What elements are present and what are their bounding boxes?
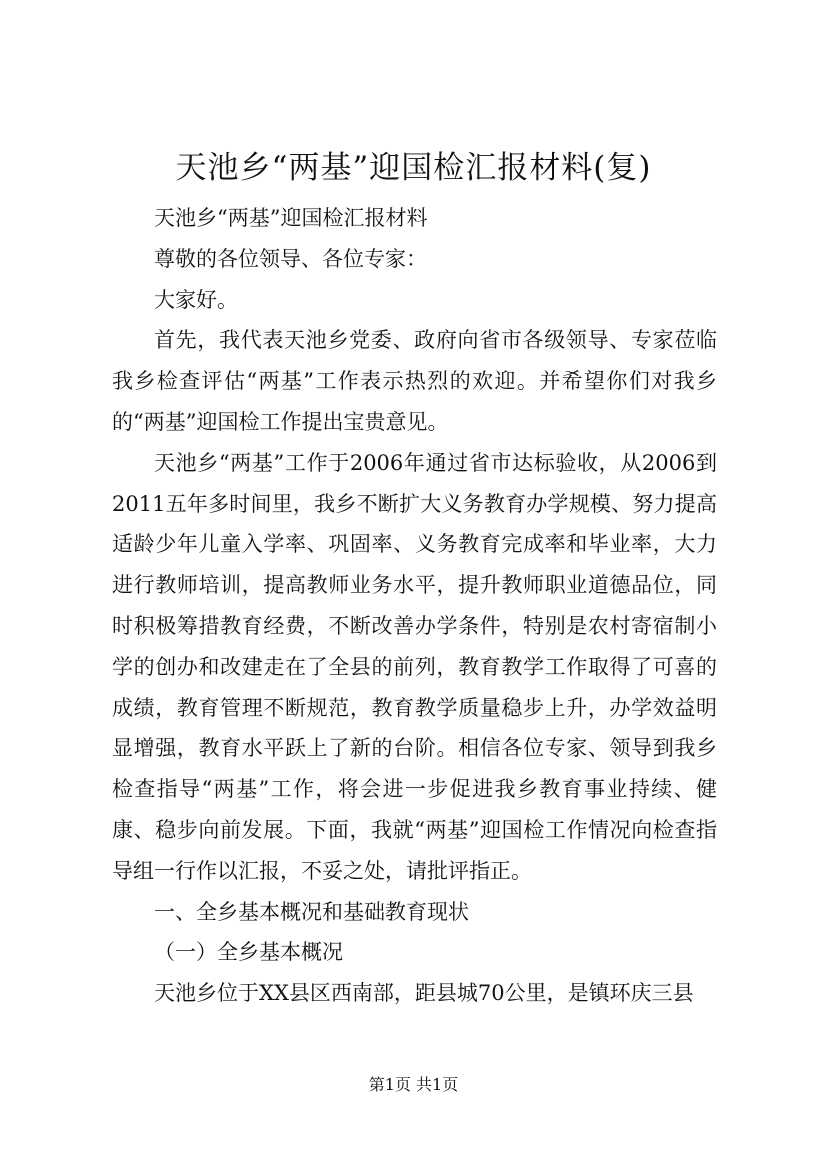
- paragraph-welcome: 首先，我代表天池乡党委、政府向省市各级领导、专家莅临我乡检查评估“两基”工作表示热烈的欢迎。并希望你们对我乡的“两基”迎国检工作提出宝贵意见。: [112, 328, 717, 434]
- section-heading-1: 一、全乡基本概况和基础教育现状: [154, 899, 469, 924]
- paragraph-subtitle: 天池乡“两基”迎国检汇报材料: [154, 206, 428, 230]
- paragraph-overview: 天池乡“两基”工作于2006年通过省市达标验收，从2006到2011五年多时间里，我乡不断扩大义务教育办学规模、努力提高适龄少年儿童入学率、巩固率、义务教育完成率和毕业率，大力进行教师培训，提高教师业务水平，提升教师职业道德品位，同时积极筹措教育经费，不断改善办学条件，特别是农村寄宿制小学的创办和改建走在了全县的前列，教育教学工作取得了可喜的成绩，教育管理不断规范，教育教学质量稳步上升，办学效益明显增强，教育水平跃上了新的台阶。相信各位专家、领导到我乡检查指导“两基”工作，将会进一步促进我乡教育事业持续、健康、稳步向前发展。下面，我就“两基”迎国检工作情况向检查指导组一行作以汇报，不妥之处，请批评指正。: [112, 450, 717, 883]
- page-footer: 第1页 共1页: [368, 1075, 459, 1094]
- document-body: [112, 198, 717, 1014]
- section-subheading-1: （一）全乡基本概况: [154, 940, 343, 965]
- paragraph-greeting: 大家好。: [154, 287, 238, 312]
- paragraph-salutation: 尊敬的各位领导、各位专家：: [154, 246, 427, 271]
- document-title: 天池乡“两基”迎国检汇报材料(复): [175, 150, 652, 186]
- paragraph-location: 天池乡位于XX县区西南部，距县城70公里，是镇环庆三县: [154, 981, 694, 1006]
